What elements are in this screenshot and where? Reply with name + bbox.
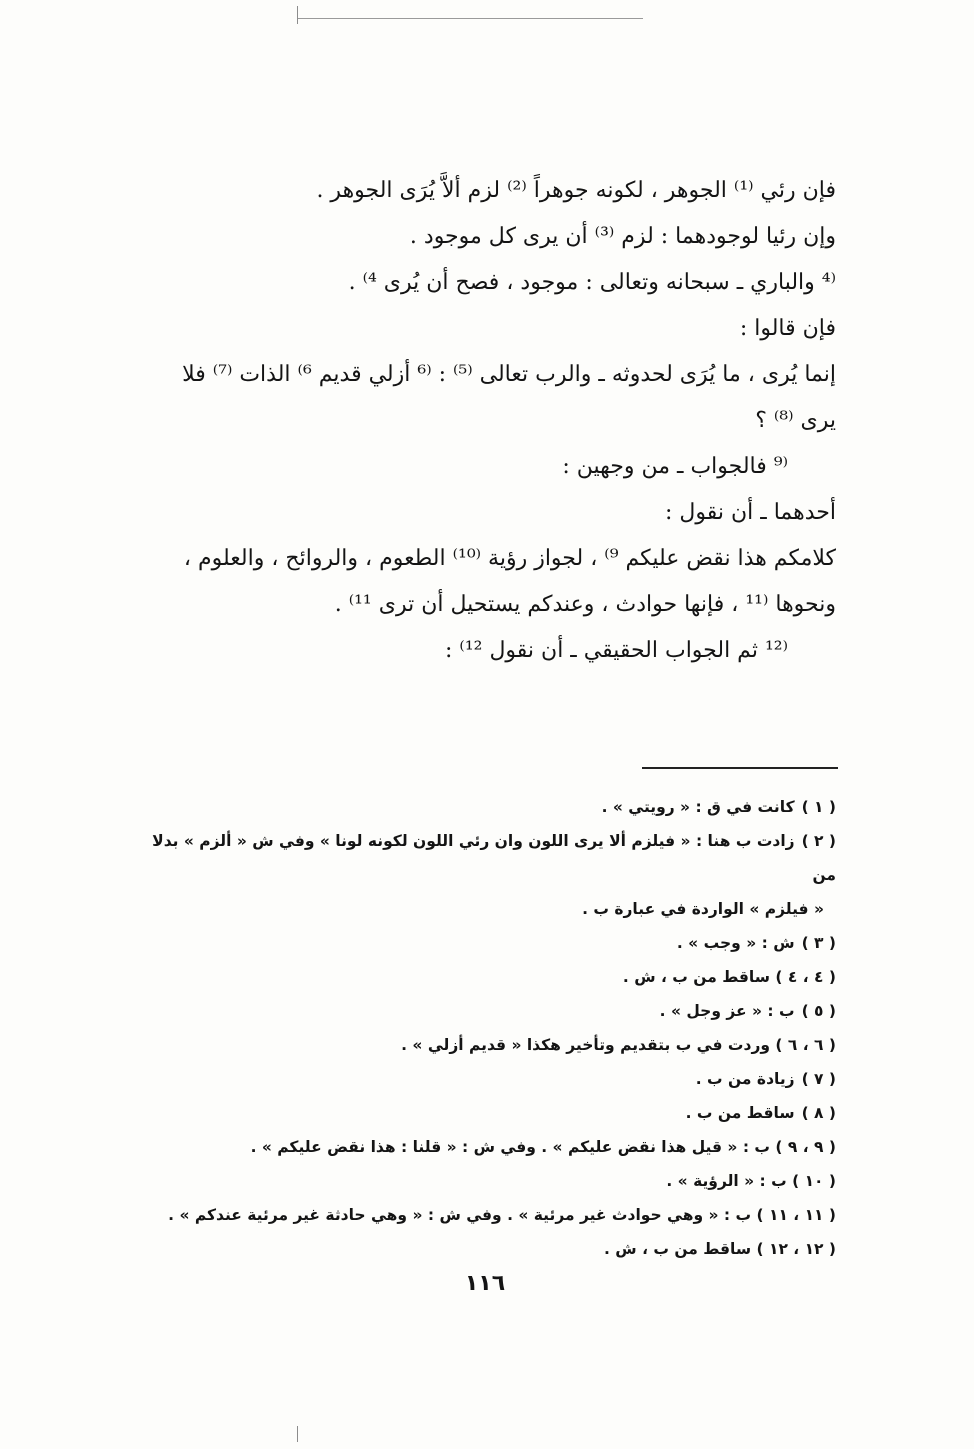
footnote-text: ب : « عز وجل » . (659, 1002, 795, 1020)
footnote-number: ( ٥ ) (801, 1002, 836, 1020)
footnote (128, 994, 836, 1028)
text-line: إنما يُرى ، ما يُرَى لحدوثه ـ والرب تعالى ⁽⁵⁾ : ⁽⁶ أزلي قديم ⁶⁾ الذات ⁽⁷⁾ فلا (182, 362, 836, 387)
footnote-number: ( ٢ ) (801, 832, 836, 850)
footnote-number: ( ١٢ ، ١٢ ) (756, 1240, 836, 1258)
footnote-text: زادت ب هنا : « فيلزم ألا يرى اللون وان رئي اللون لكونه لونا » وفي ش « ألزم » بدلا من (152, 832, 836, 884)
text-line: فإن قالوا : (739, 316, 836, 341)
footnote-text: كانت في ق : « رويتي » . (601, 798, 795, 816)
footnote-text: ب : « وهي حوادث غير مرئية » . وفي ش : « وهي حادثة غير مرئية عندكم » . (168, 1206, 752, 1224)
page-number: ١١٦ (464, 1271, 506, 1296)
footnote (128, 1164, 836, 1198)
text-line: كلامكم هذا نقض عليكم ⁹⁾ ، لجواز رؤية ⁽¹⁰⁾ الطعوم ، والروائح ، والعلوم ، (183, 546, 836, 571)
footnote (128, 1028, 836, 1062)
text-line: فإن رئي ⁽¹⁾ الجوهر ، لكونه جوهراً ⁽²⁾ لزم ألاَّ يُرَى الجوهر . (316, 178, 836, 203)
footnote-text: زيادة من ب . (695, 1070, 795, 1088)
footnote (128, 1198, 836, 1232)
footnotes (128, 790, 836, 1266)
scan-tick-bottom (297, 1426, 298, 1442)
footnote (128, 960, 836, 994)
scan-tick-top (297, 6, 298, 24)
footnote-text: ساقط من ب . (685, 1104, 795, 1122)
footnote-number: ( ٦ ، ٦ ) (775, 1036, 836, 1054)
footnote-text: ساقط من ب ، ش . (622, 968, 770, 986)
footnote-continuation: « فيلزم » الواردة في عبارة ب . (582, 900, 824, 918)
footnote (128, 824, 836, 926)
footnote (128, 790, 836, 824)
footnote-number: ( ٣ ) (801, 934, 836, 952)
footnote-text: ش : « وجب » . (676, 934, 795, 952)
footnote-text: ب : « الرؤية » . (666, 1172, 787, 1190)
footnote-number: ( ١٠ ) (792, 1172, 836, 1190)
footnote-number: ( ٧ ) (801, 1070, 836, 1088)
footnote (128, 1096, 836, 1130)
text-line: ونحوها ⁽¹¹ ، فإنها حوادث ، وعندكم يستحيل أن ترى ¹¹⁾ . (334, 592, 836, 617)
footnote (128, 1130, 836, 1164)
footnote-separator (642, 767, 838, 769)
text-line: يرى ⁽⁸⁾ ؟ (755, 408, 836, 433)
text-line: ⁽⁴ والباري ـ سبحانه وتعالى : موجود ، فصح أن يُرى ⁴⁾ . (348, 270, 836, 295)
footnote-number: ( ١ ) (801, 798, 836, 816)
footnote-number: ( ٤ ، ٤ ) (775, 968, 836, 986)
footnote (128, 1062, 836, 1096)
main-text (128, 168, 836, 674)
footnote-number: ( ٩ ، ٩ ) (775, 1138, 836, 1156)
footnote-number: ( ١١ ، ١١ ) (756, 1206, 836, 1224)
text-line: ⁽¹² ثم الجواب الحقيقي ـ أن نقول ¹²⁾ : (445, 638, 788, 663)
footnote-number: ( ٨ ) (801, 1104, 836, 1122)
text-line: وإن رئيا لوجودهما : لزم ⁽³⁾ أن يرى كل موجود . (409, 224, 836, 249)
scan-edge-line (298, 18, 643, 19)
text-line: أحدهما ـ أن نقول : (665, 500, 836, 525)
footnote-text: ب : « قيل هذا نقض عليكم » . وفي ش : « قلنا : هذا نقض عليكم » . (250, 1138, 770, 1156)
footnote-text: ساقط من ب ، ش . (604, 1240, 752, 1258)
text-line: ⁽⁹ فالجواب ـ من وجهين : (562, 454, 788, 479)
footnote (128, 926, 836, 960)
footnote (128, 1232, 836, 1266)
footnote-text: وردت في ب بتقديم وتأخير هكذا « قديم أزلي » . (401, 1036, 770, 1054)
